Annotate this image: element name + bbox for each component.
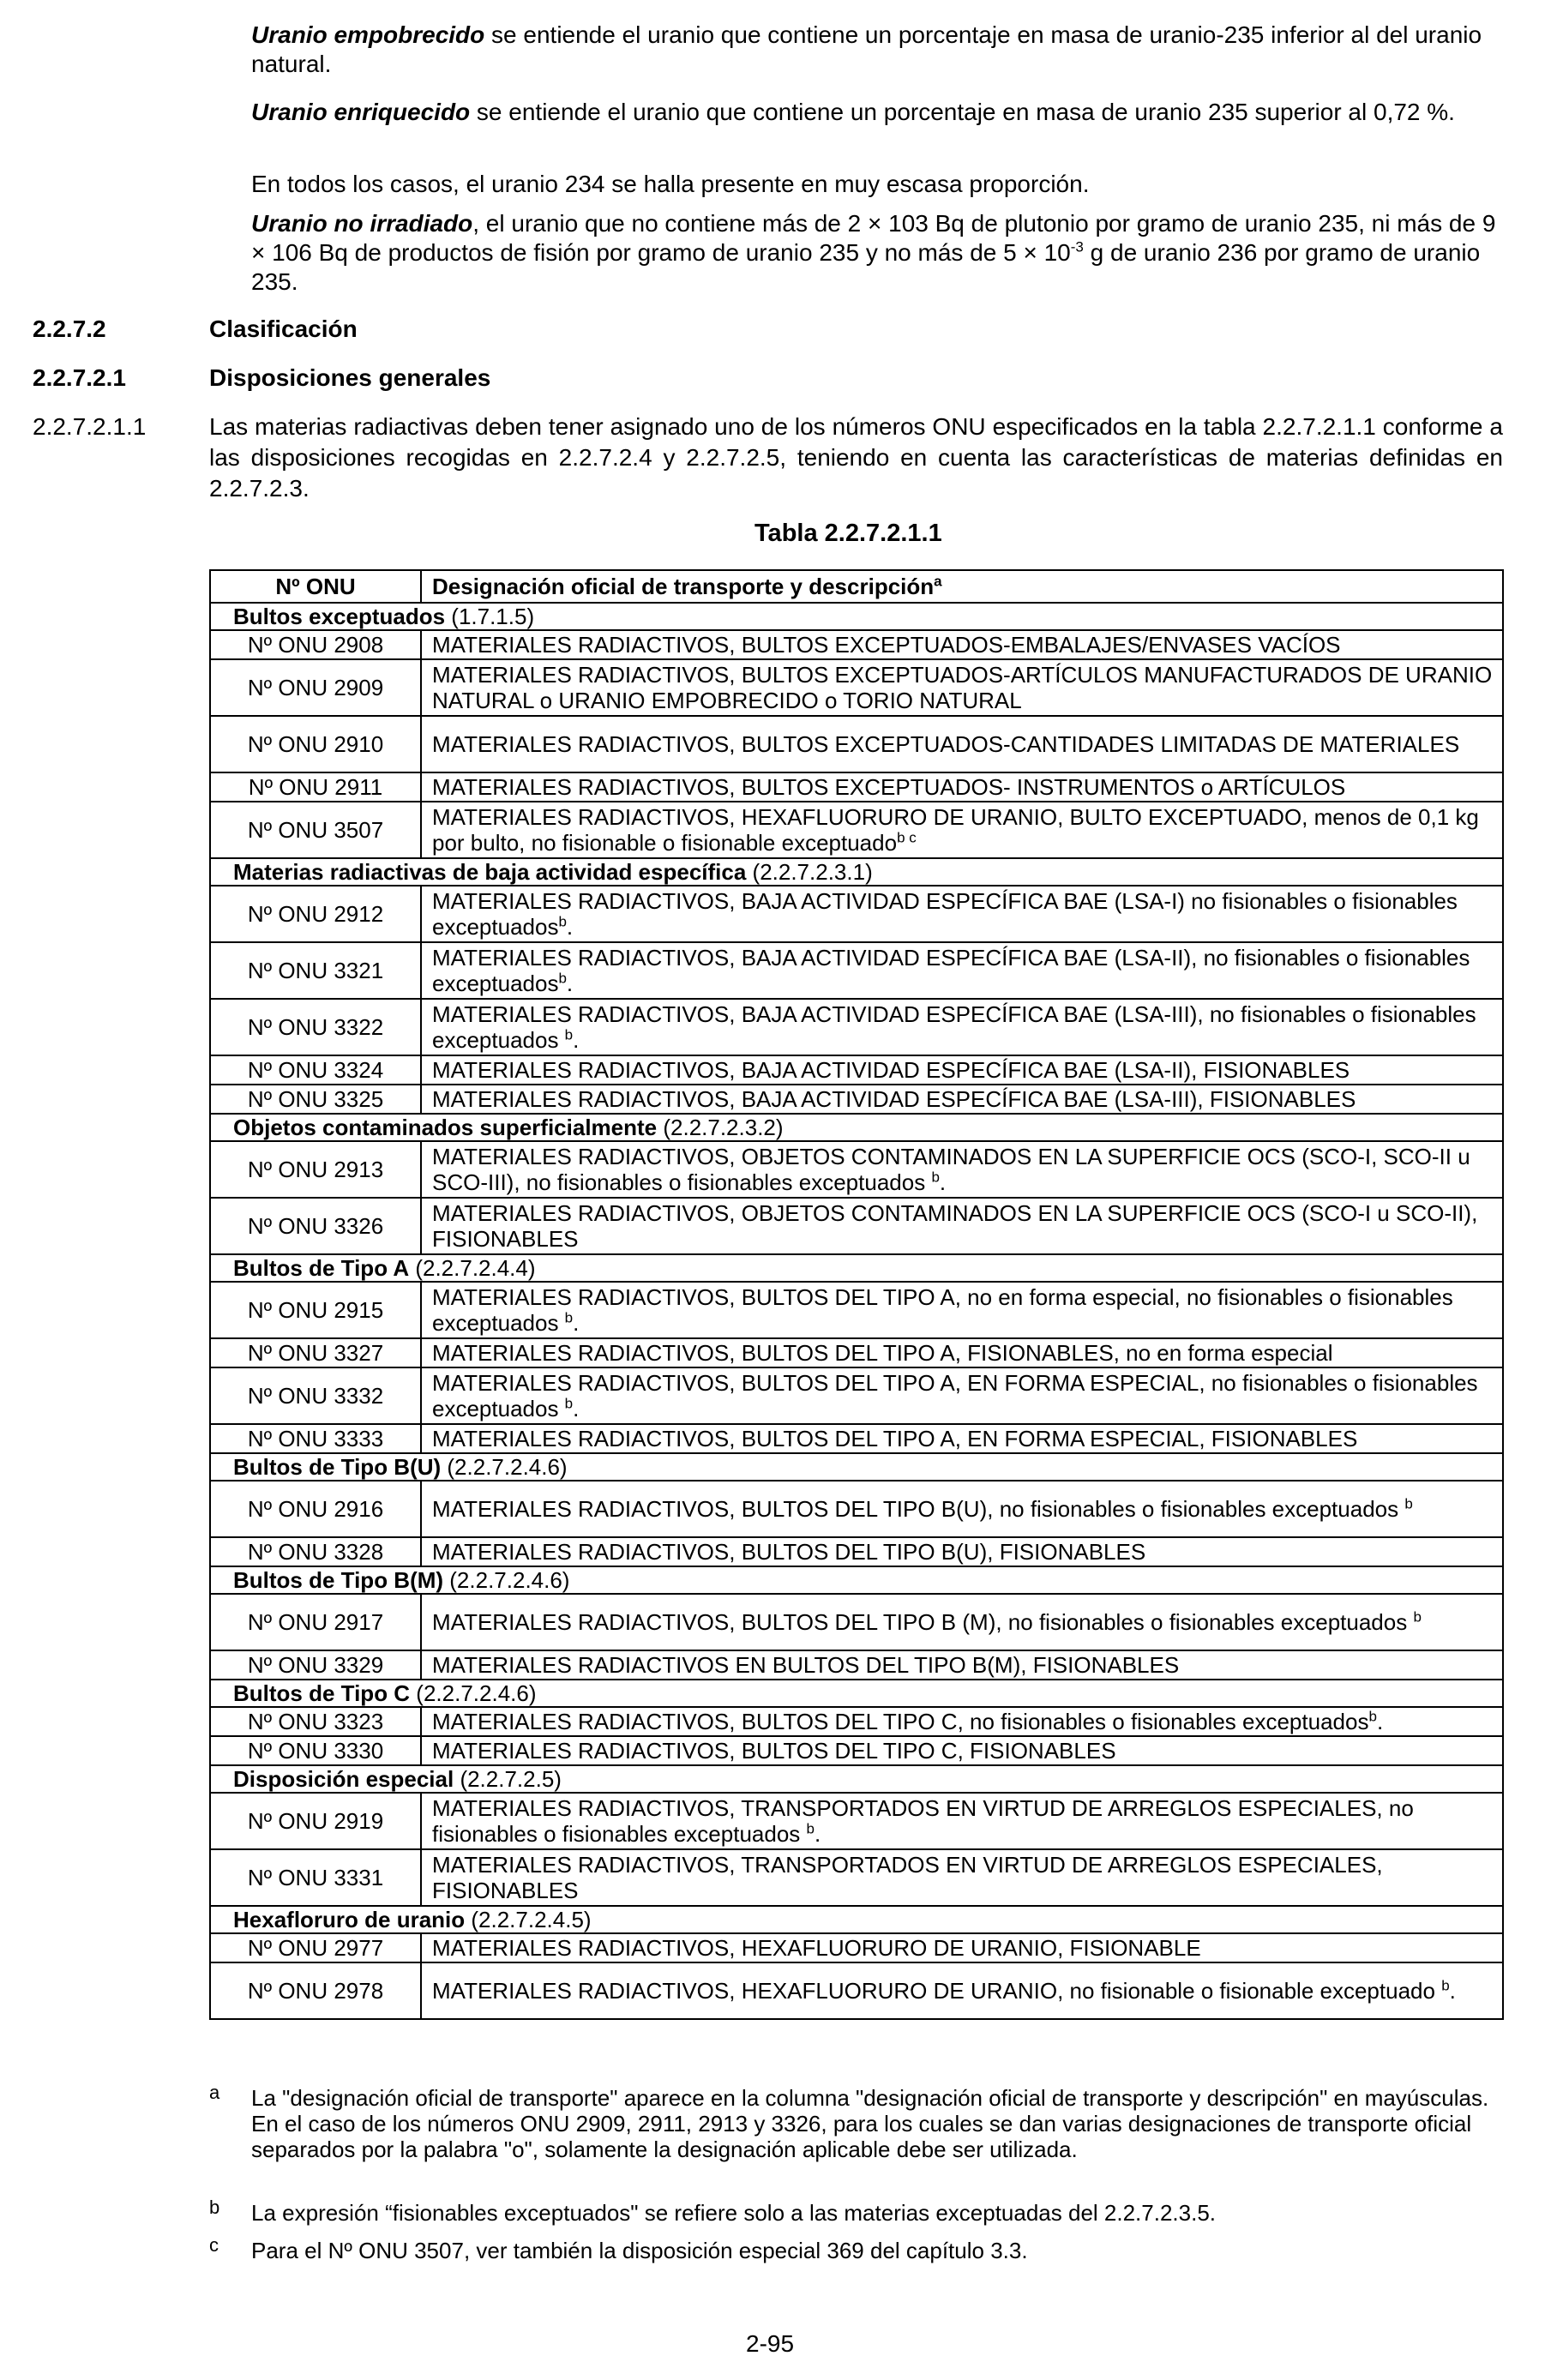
table-row: Nº ONU 3329 MATERIALES RADIACTIVOS EN BULTOS DEL TIPO B(M), FISIONABLES xyxy=(210,1650,1503,1680)
table-row: Nº ONU 2977 MATERIALES RADIACTIVOS, HEXAFLUORURO DE URANIO, FISIONABLE xyxy=(210,1933,1503,1962)
classification-paragraph: Las materias radiactivas deben tener asignado uno de los números ONU especificados en la tabla 2.2.7.2.1.1 conforme a las disposiciones recogidas en 2.2.7.2.4 y 2.2.7.2.5, teniendo en cuenta las características de materias definidas en 2.2.7.2.3. xyxy=(209,413,1503,502)
heading-number-disposiciones: 2.2.7.2.1 xyxy=(33,364,126,391)
table-row: Nº ONU 3507 MATERIALES RADIACTIVOS, HEXAFLUORURO DE URANIO, BULTO EXCEPTUADO, menos de 0,1 kg por bulto, no fisionable o fisionable exceptuado$^{b c}$ xyxy=(210,802,1503,858)
footnote-a-mark: a xyxy=(209,2082,220,2103)
paragraph-number: 2.2.7.2.1.1 xyxy=(33,413,147,440)
section-row: Bultos de Tipo B(M) (2.2.7.2.4.6) xyxy=(210,1566,1503,1594)
section-row: Bultos exceptuados (1.7.1.5) xyxy=(210,603,1503,630)
table-row: Nº ONU 2978 MATERIALES RADIACTIVOS, HEXAFLUORURO DE URANIO, no fisionable o fisionable exceptuado $^b$. xyxy=(210,1962,1503,2019)
table-row: Nº ONU 2916 MATERIALES RADIACTIVOS, BULTOS DEL TIPO B(U), no fisionables o fisionables exceptuados $^b$ xyxy=(210,1481,1503,1537)
table-title: Tabla 2.2.7.2.1.1 xyxy=(754,520,942,547)
table-row: Nº ONU 2912 MATERIALES RADIACTIVOS, BAJA ACTIVIDAD ESPECÍFICA BAE (LSA-I) no fisionables o fisionables exceptuados$^b$. xyxy=(210,886,1503,942)
footnote-b: La expresión “fisionables exceptuados" se refiere solo a las materias exceptuadas del 2.2.7.2.3.5. xyxy=(251,2200,1217,2226)
page-number: 2-95 xyxy=(746,2330,795,2357)
heading-number-clasificacion: 2.2.7.2 xyxy=(33,316,106,342)
table-row: Nº ONU 3325 MATERIALES RADIACTIVOS, BAJA ACTIVIDAD ESPECÍFICA BAE (LSA-III), FISIONABLES xyxy=(210,1085,1503,1114)
table-row: Nº ONU 3330 MATERIALES RADIACTIVOS, BULTOS DEL TIPO C, FISIONABLES xyxy=(210,1736,1503,1765)
table-row: Nº ONU 3326 MATERIALES RADIACTIVOS, OBJETOS CONTAMINADOS EN LA SUPERFICIE OCS (SCO-I u SCO-II), FISIONABLES xyxy=(210,1198,1503,1254)
table-row: Nº ONU 3321 MATERIALES RADIACTIVOS, BAJA ACTIVIDAD ESPECÍFICA BAE (LSA-II), no fisionables o fisionables exceptuados$^b$. xyxy=(210,942,1503,999)
term-uranio-no-irradiado: Uranio no irradiado xyxy=(251,210,473,237)
footnote-c-mark: c xyxy=(209,2234,219,2256)
table-row: Nº ONU 2919 MATERIALES RADIACTIVOS, TRANSPORTADOS EN VIRTUD DE ARREGLOS ESPECIALES, no fisionables o fisionables exceptuados $^b$. xyxy=(210,1793,1503,1849)
def-uranio-empobrecido: Uranio empobrecido se entiende el uranio que contiene un porcentaje en masa de uranio-235 inferior al del uranio natural. xyxy=(251,21,1482,77)
table-row: Nº ONU 2910 MATERIALES RADIACTIVOS, BULTOS EXCEPTUADOS-CANTIDADES LIMITADAS DE MATERIALES xyxy=(210,716,1503,772)
un-numbers-table xyxy=(209,569,1504,2020)
table-row: Nº ONU 3323 MATERIALES RADIACTIVOS, BULTOS DEL TIPO C, no fisionables o fisionables exceptuados$^b$. xyxy=(210,1707,1503,1736)
section-row: Objetos contaminados superficialmente (2.2.7.2.3.2) xyxy=(210,1114,1503,1141)
table-row: Nº ONU 3324 MATERIALES RADIACTIVOS, BAJA ACTIVIDAD ESPECÍFICA BAE (LSA-II), FISIONABLES xyxy=(210,1055,1503,1085)
table-header-row xyxy=(210,570,1503,603)
def-uranio-enriquecido: Uranio enriquecido se entiende el uranio que contiene un porcentaje en masa de uranio 235 superior al 0,72 %. xyxy=(251,99,1455,125)
table-row: Nº ONU 2913 MATERIALES RADIACTIVOS, OBJETOS CONTAMINADOS EN LA SUPERFICIE OCS (SCO-I, SCO-II u SCO-III), no fisionables o fisionables exceptuados $^b$. xyxy=(210,1141,1503,1198)
section-row: Materias radiactivas de baja actividad específica (2.2.7.2.3.1) xyxy=(210,858,1503,886)
table-row: Nº ONU 3322 MATERIALES RADIACTIVOS, BAJA ACTIVIDAD ESPECÍFICA BAE (LSA-III), no fisionables o fisionables exceptuados $^b$. xyxy=(210,999,1503,1055)
header-designation: Designación oficial de transporte y descripción$^a$ xyxy=(421,570,1503,603)
table-row: Nº ONU 3333 MATERIALES RADIACTIVOS, BULTOS DEL TIPO A, EN FORMA ESPECIAL, FISIONABLES xyxy=(210,1424,1503,1453)
uranio-234-note: En todos los casos, el uranio 234 se halla presente en muy escasa proporción. xyxy=(251,171,1090,197)
table-row: Nº ONU 2909 MATERIALES RADIACTIVOS, BULTOS EXCEPTUADOS-ARTÍCULOS MANUFACTURADOS DE URANIO NATURAL o URANIO EMPOBRECIDO o TORIO NATURAL xyxy=(210,659,1503,716)
term-uranio-empobrecido: Uranio empobrecido xyxy=(251,21,485,48)
section-row: Disposición especial (2.2.7.2.5) xyxy=(210,1765,1503,1793)
table-row: Nº ONU 3328 MATERIALES RADIACTIVOS, BULTOS DEL TIPO B(U), FISIONABLES xyxy=(210,1537,1503,1566)
table-row: Nº ONU 2911 MATERIALES RADIACTIVOS, BULTOS EXCEPTUADOS- INSTRUMENTOS o ARTÍCULOS xyxy=(210,772,1503,802)
footnote-a: La "designación oficial de transporte" aparece en la columna "designación oficial de transporte y descripción" en mayúsculas. En el caso de los números ONU 2909, 2911, 2913 y 3326, para los cuales se dan varias designaciones de transporte oficial separados por la palabra "o", solamente la designación aplicable debe ser utilizada. xyxy=(251,2085,1489,2162)
footnote-b-mark: b xyxy=(209,2197,220,2218)
table-row: Nº ONU 2917 MATERIALES RADIACTIVOS, BULTOS DEL TIPO B (M), no fisionables o fisionables exceptuados $^b$ xyxy=(210,1594,1503,1650)
footnote-c: Para el Nº ONU 3507, ver también la disposición especial 369 del capítulo 3.3. xyxy=(251,2238,1028,2263)
table-row: Nº ONU 3331 MATERIALES RADIACTIVOS, TRANSPORTADOS EN VIRTUD DE ARREGLOS ESPECIALES, FISIONABLES xyxy=(210,1849,1503,1906)
header-un-number: Nº ONU xyxy=(210,570,421,603)
section-row: Bultos de Tipo C (2.2.7.2.4.6) xyxy=(210,1680,1503,1707)
table-row: Nº ONU 3332 MATERIALES RADIACTIVOS, BULTOS DEL TIPO A, EN FORMA ESPECIAL, no fisionables o fisionables exceptuados $^b$. xyxy=(210,1367,1503,1424)
section-row: Hexafloruro de uranio (2.2.7.2.4.5) xyxy=(210,1906,1503,1933)
table-row: Nº ONU 2915 MATERIALES RADIACTIVOS, BULTOS DEL TIPO A, no en forma especial, no fisionables o fisionables exceptuados $^b$. xyxy=(210,1282,1503,1338)
section-row: Bultos de Tipo A (2.2.7.2.4.4) xyxy=(210,1254,1503,1282)
section-row: Bultos de Tipo B(U) (2.2.7.2.4.6) xyxy=(210,1453,1503,1481)
heading-disposiciones-generales: Disposiciones generales xyxy=(209,364,491,391)
table-row: Nº ONU 2908 MATERIALES RADIACTIVOS, BULTOS EXCEPTUADOS-EMBALAJES/ENVASES VACÍOS xyxy=(210,630,1503,659)
table-row: Nº ONU 3327 MATERIALES RADIACTIVOS, BULTOS DEL TIPO A, FISIONABLES, no en forma especial xyxy=(210,1338,1503,1367)
def-uranio-no-irradiado: Uranio no irradiado, el uranio que no contiene más de 2 × 103 Bq de plutonio por gramo de uranio 235, ni más de 9 × 106 Bq de productos de fisión por gramo de uranio 235 y no más de $5 \times 10^{-3}$ g de uranio 236 por gramo de uranio 235. xyxy=(251,210,1496,295)
term-uranio-enriquecido: Uranio enriquecido xyxy=(251,99,471,125)
heading-clasificacion: Clasificación xyxy=(209,316,358,342)
